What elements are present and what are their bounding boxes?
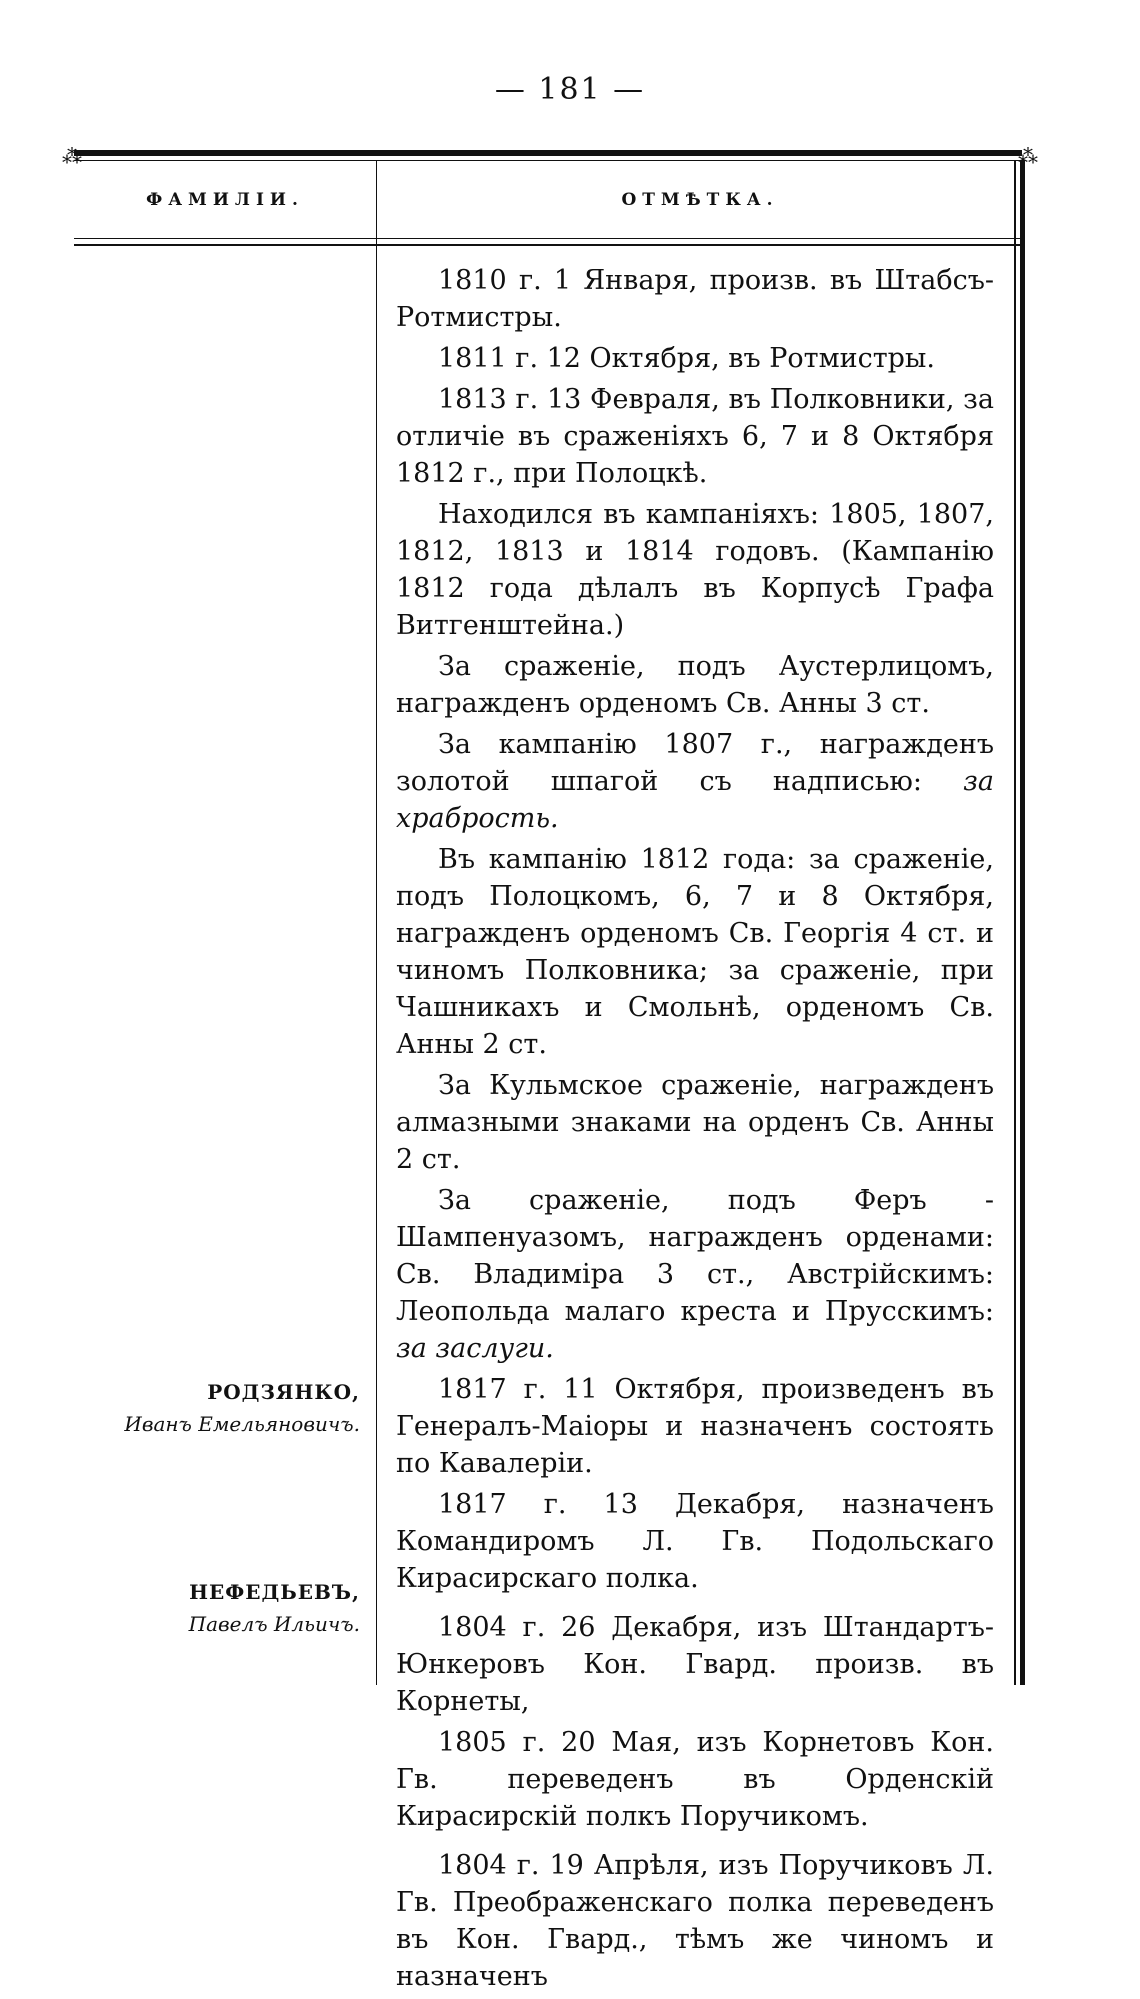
right-frame-thick [1020,160,1025,1685]
given-name: Иванъ Емельяновичъ. [124,1412,360,1436]
entry-paragraph [396,726,994,837]
header-rule-thick [74,244,1022,246]
corner-ornament-right: ⁂ [1018,144,1038,168]
entry-paragraph: За Кульмское сраженіе, награжденъ алмазными знаками на орденъ Св. Анны 2 ст. [396,1070,994,1175]
entry-italic: за заслуги. [396,1333,554,1364]
entry-text: За сраженіе, подъ Феръ - Шампенуазомъ, награжденъ орденами: Св. Владиміра 3 ст., Австрійскимъ: Леопольда малаго креста и Прусскимъ: [396,1185,994,1327]
corner-ornament-left: ⁂ [62,144,82,168]
header-remarks: ОТМѢТКА. [621,190,779,210]
surname: НЕФЕДЬЕВЪ, [189,1580,360,1604]
entry-paragraph: 1805 г. 20 Мая, изъ Корнетовъ Кон. Гв. переведенъ въ Орденскій Кирасирскій полкъ Поручикомъ. [396,1727,994,1832]
column-divider [376,160,377,1685]
entry-paragraph: 1811 г. 12 Октября, въ Ротмистры. [438,343,935,374]
entry-italic: за храбрость. [396,766,994,834]
table-header [74,172,1022,234]
entry-paragraph: 1804 г. 26 Декабря, изъ Штандартъ-Юнкеровъ Кон. Гвард. произв. въ Корнеты, [396,1612,994,1717]
entry-paragraph: 1817 г. 13 Декабря, назначенъ Командиромъ Л. Гв. Подольскаго Кирасирскаго полка. [396,1489,994,1594]
entry-paragraph: Находился въ кампаніяхъ: 1805, 1807, 1812, 1813 и 1814 годовъ. (Кампанію 1812 года дѣлалъ въ Корпусѣ Графа Витгенштейна.) [396,499,994,641]
header-surnames: ФАМИЛІИ. [146,190,304,210]
entry-paragraph [396,1182,994,1367]
entry-paragraph: Въ кампанію 1812 года: за сраженіе, подъ Полоцкомъ, 6, 7 и 8 Октября, награжденъ орденомъ Св. Георгія 4 ст. и чиномъ Полковника; за сраженіе, при Чашникахъ и Смольнѣ, орденомъ Св. Анны 2 ст. [396,844,994,1060]
entry-paragraph: 1804 г. 19 Апрѣля, изъ Поручиковъ Л. Гв. Преображенскаго полка переведенъ въ Кон. Гвард., тѣмъ же чиномъ и назначенъ [396,1850,994,1992]
top-rule-thick [74,150,1022,156]
name-nefediev [100,1580,360,1636]
remarks-column [396,262,994,1999]
top-rule-thin [74,160,1022,161]
entry-paragraph: 1810 г. 1 Января, произв. въ Штабсъ-Ротмистры. [396,265,994,333]
entry-paragraph: 1813 г. 13 Февраля, въ Полковники, за отличіе въ сраженіяхъ 6, 7 и 8 Октября 1812 г., при Полоцкѣ. [396,384,994,489]
right-frame-thin [1014,160,1016,1685]
surname: РОДЗЯНКО, [207,1380,360,1404]
entry-paragraph: 1817 г. 11 Октября, произведенъ въ Генералъ-Маіоры и назначенъ состоять по Кавалеріи. [396,1374,994,1479]
name-rodzyanko [100,1380,360,1436]
given-name: Павелъ Ильичъ. [188,1612,360,1636]
header-rule-thin [74,238,1022,239]
entry-text: За кампанію 1807 г., награжденъ золотой шпагой съ надписью: [396,729,994,797]
page-number: — 181 — [494,72,646,107]
entry-paragraph: За сраженіе, подъ Аустерлицомъ, награжденъ орденомъ Св. Анны 3 ст. [396,651,994,719]
